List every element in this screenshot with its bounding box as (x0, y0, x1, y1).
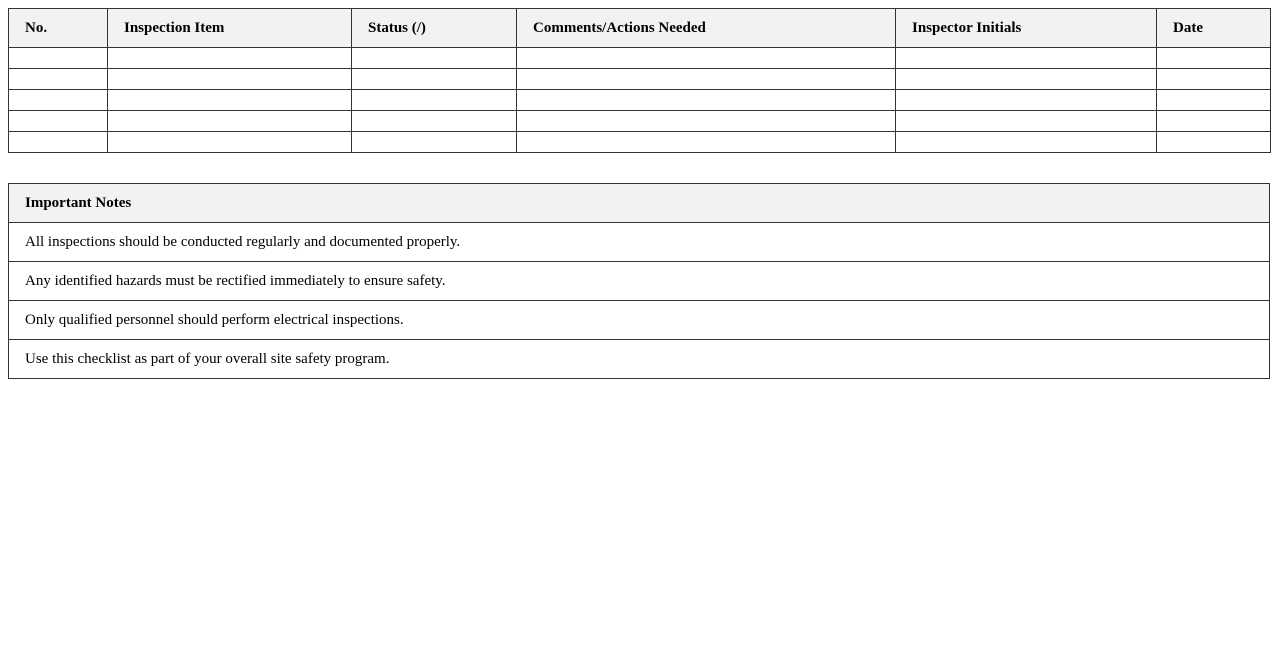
note-text: Any identified hazards must be rectified immediately to ensure safety. (9, 262, 1270, 301)
cell-comments[interactable] (517, 48, 896, 69)
cell-date[interactable] (1157, 90, 1271, 111)
note-row (9, 340, 1270, 379)
cell-comments[interactable] (517, 69, 896, 90)
cell-inspection-item[interactable] (108, 69, 352, 90)
column-header-number: No. (9, 9, 108, 48)
cell-date[interactable] (1157, 111, 1271, 132)
cell-number[interactable] (9, 111, 108, 132)
column-header-inspector-initials: Inspector Initials (896, 9, 1157, 48)
column-header-comments: Comments/Actions Needed (517, 9, 896, 48)
cell-status[interactable] (352, 69, 517, 90)
checklist-row (9, 132, 1271, 153)
column-header-inspection-item: Inspection Item (108, 9, 352, 48)
cell-date[interactable] (1157, 48, 1271, 69)
cell-inspector-initials[interactable] (896, 132, 1157, 153)
note-text: All inspections should be conducted regularly and documented properly. (9, 223, 1270, 262)
cell-status[interactable] (352, 90, 517, 111)
column-header-date: Date (1157, 9, 1271, 48)
cell-status[interactable] (352, 48, 517, 69)
cell-inspection-item[interactable] (108, 90, 352, 111)
checklist-header-row (9, 9, 1271, 48)
cell-status[interactable] (352, 132, 517, 153)
cell-inspection-item[interactable] (108, 111, 352, 132)
important-notes-table (8, 183, 1270, 379)
cell-inspector-initials[interactable] (896, 48, 1157, 69)
checklist-row (9, 69, 1271, 90)
cell-comments[interactable] (517, 90, 896, 111)
checklist-row (9, 90, 1271, 111)
cell-inspector-initials[interactable] (896, 69, 1157, 90)
checklist-row (9, 48, 1271, 69)
cell-inspection-item[interactable] (108, 132, 352, 153)
inspection-checklist-table (8, 8, 1271, 153)
cell-inspector-initials[interactable] (896, 111, 1157, 132)
cell-date[interactable] (1157, 132, 1271, 153)
note-text: Use this checklist as part of your overall site safety program. (9, 340, 1270, 379)
cell-number[interactable] (9, 69, 108, 90)
notes-title: Important Notes (9, 184, 1270, 223)
note-row (9, 223, 1270, 262)
checklist-body (9, 48, 1271, 153)
cell-comments[interactable] (517, 111, 896, 132)
note-row (9, 301, 1270, 340)
checklist-row (9, 111, 1271, 132)
notes-header-row (9, 184, 1270, 223)
cell-comments[interactable] (517, 132, 896, 153)
note-text: Only qualified personnel should perform electrical inspections. (9, 301, 1270, 340)
cell-status[interactable] (352, 111, 517, 132)
cell-date[interactable] (1157, 69, 1271, 90)
cell-number[interactable] (9, 132, 108, 153)
cell-number[interactable] (9, 48, 108, 69)
column-header-status: Status (/) (352, 9, 517, 48)
cell-inspection-item[interactable] (108, 48, 352, 69)
cell-number[interactable] (9, 90, 108, 111)
cell-inspector-initials[interactable] (896, 90, 1157, 111)
note-row (9, 262, 1270, 301)
